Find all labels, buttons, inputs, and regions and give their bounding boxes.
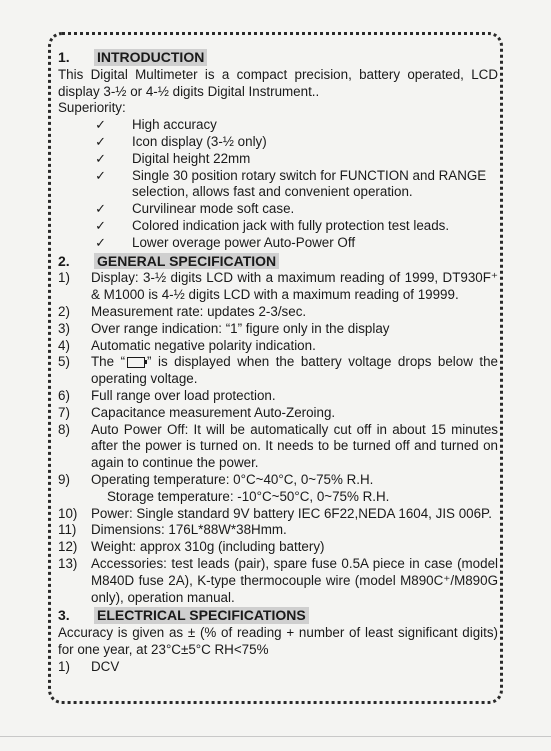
section-number: 2. <box>58 252 70 269</box>
list-item: Storage temperature: -10°C~50°C, 0~75% R.H. <box>107 488 390 504</box>
list-item: 1) DCV <box>58 658 120 674</box>
section-title: ELECTRICAL SPECIFICATIONS <box>94 607 309 624</box>
list-item: 3) Over range indication: “1” figure only in the display <box>58 320 390 336</box>
list-item: 4) Automatic negative polarity indication. <box>58 337 316 353</box>
list-item: ✓ Colored indication jack with fully protection test leads. <box>58 218 498 235</box>
list-item: 11) Dimensions: 176L*88W*38Hmm. <box>58 522 287 538</box>
section-title: GENERAL SPECIFICATION <box>94 253 279 270</box>
checkmark-icon: ✓ <box>95 234 106 250</box>
list-item: 8) Auto Power Off: It will be automatically cut off in about 15 minutes after the power is turned on. It needs to be turned off and turned on again to continue the power. <box>58 421 498 471</box>
page-edge-divider <box>0 736 551 737</box>
list-item: 12) Weight: approx 310g (including battery) <box>58 539 325 555</box>
list-item: ✓ High accuracy <box>58 117 498 134</box>
list-item: 1) Display: 3-½ digits LCD with a maximum reading of 1999, DT930F⁺ & M1000 is 4-½ digits LCD with a maximum reading of 19999. <box>58 270 498 303</box>
section-number: 3. <box>58 607 70 624</box>
accuracy-paragraph: Accuracy is given as ± (% of reading + number of least significant digits) for one year, at 23°C±5°C RH<75% <box>58 625 498 657</box>
checkmark-icon: ✓ <box>95 150 106 166</box>
section-number: 1. <box>58 49 70 65</box>
checkmark-icon: ✓ <box>95 201 106 217</box>
checkmark-icon: ✓ <box>95 167 106 183</box>
section-heading-general-specification <box>58 253 498 270</box>
list-item: 6) Full range over load protection. <box>58 387 276 403</box>
list-item: ✓ Curvilinear mode soft case. <box>58 201 498 218</box>
section-heading-electrical-specifications <box>58 607 498 624</box>
section-heading-introduction <box>58 49 498 66</box>
list-item: 2) Measurement rate: updates 2-3/sec. <box>58 303 307 319</box>
list-item: 9) Operating temperature: 0°C~40°C, 0~75% R.H. <box>58 471 374 487</box>
electrical-list <box>58 659 498 676</box>
list-item: ✓ Lower overage power Auto-Power Off <box>58 235 498 252</box>
checkmark-icon: ✓ <box>95 217 106 233</box>
feature-list <box>58 117 498 251</box>
list-item: 13) Accessories: test leads (pair), spare fuse 0.5A piece in case (model M840D fuse 2A), K-type thermocouple wire (model M890C⁺/M890G only), operation manual. <box>58 555 498 605</box>
intro-paragraph: This Digital Multimeter is a compact precision, battery operated, LCD display 3-½ or 4-½ digits Digital Instrument.. <box>58 66 498 99</box>
checkmark-icon: ✓ <box>95 133 106 149</box>
list-item: ✓ Icon display (3-½ only) <box>58 134 498 151</box>
battery-icon <box>127 357 145 368</box>
list-item: 7) Capacitance measurement Auto-Zeroing. <box>58 404 336 420</box>
section-title: INTRODUCTION <box>94 49 207 66</box>
spec-list <box>58 270 498 606</box>
list-item: 10) Power: Single standard 9V battery IEC 6F22,NEDA 1604, JIS 006P. <box>58 505 492 521</box>
checkmark-icon: ✓ <box>95 117 106 133</box>
list-item: ✓ Single 30 position rotary switch for FUNCTION and RANGE selection, allows fast and convenient operation. <box>58 168 498 202</box>
list-item: ✓ Digital height 22mm <box>58 151 498 168</box>
superiority-label: Superiority: <box>58 100 126 116</box>
manual-page <box>58 48 498 675</box>
list-item: 5) The “ ” is displayed when the battery voltage drops below the operating voltage. <box>58 354 498 387</box>
